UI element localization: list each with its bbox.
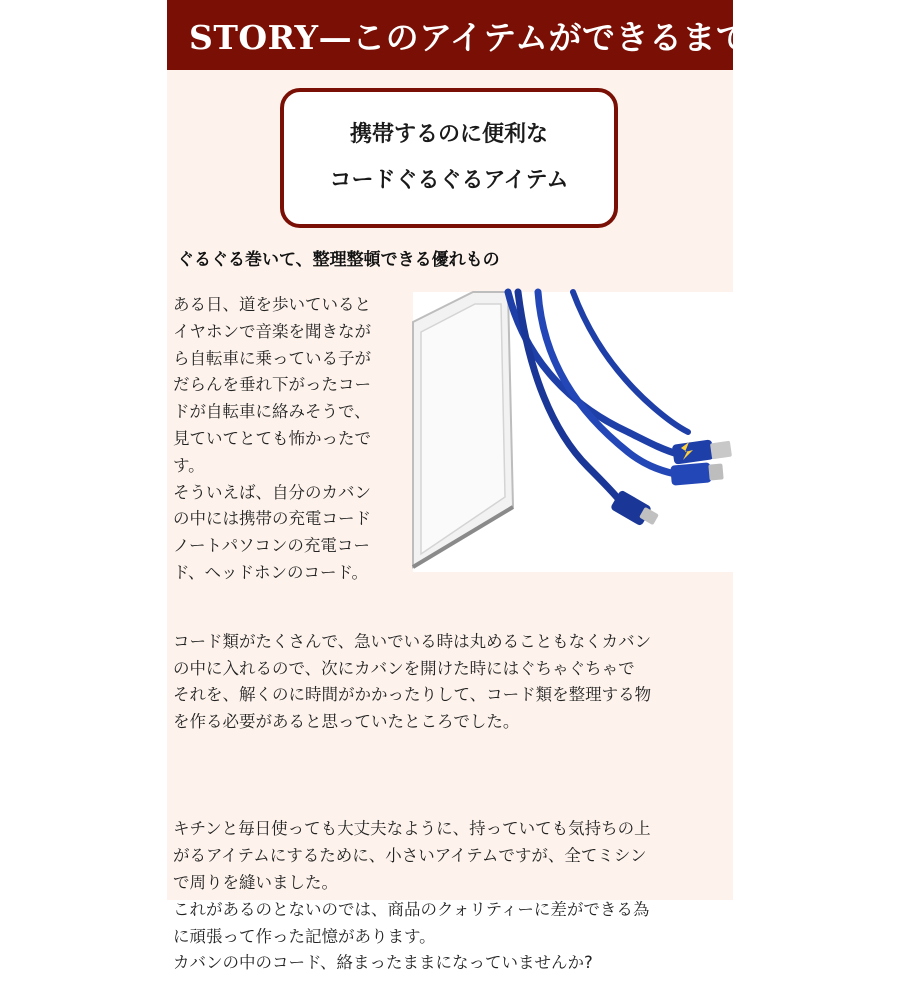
story-header	[167, 0, 750, 70]
intro-paragraph: ある日、道を歩いていると イヤホンで音楽を聞きなが ら自転車に乗っている子が だらんを垂れ下がったコー ドが自転車に絡みそうで、 見ていてとても怖かったで す。 そういえば、自分のカバン の中には携帯の充電コード ノートパソコンの充電コー ド、ヘッドホンのコード。	[173, 295, 371, 582]
section-subheading: ぐるぐる巻いて、整理整頓できる優れもの	[177, 250, 500, 270]
product-title-box	[280, 88, 618, 228]
product-title-line-1: 携帯するのに便利な	[349, 122, 548, 147]
cable-illustration	[413, 292, 733, 572]
paragraph-3: キチンと毎日使っても大丈夫なように、持っていても気持ちの上 がるアイテムにするために、小さいアイテムですが、全てミシン で周りを縫いました。 これがあるのとないのでは、商品のクォリティーに差ができる為 に頑張って作った記憶があります。 カバンの中のコード、絡まったままになっていませんか?	[173, 819, 651, 973]
cable-photo	[413, 292, 733, 572]
product-title-line-2: コードぐるぐるアイテム	[329, 168, 569, 193]
paragraph-2: コード類がたくさんで、急いでいる時は丸めることもなくカバン の中に入れるので、次にカバンを開けた時にはぐちゃぐちゃで それを、解くのに時間がかかったりして、コード類を整理する物 を作る必要があると思っていたところでした。	[173, 631, 652, 732]
story-panel	[167, 0, 750, 973]
body-paragraphs	[173, 602, 729, 1004]
header-title: STORY—このアイテムができるまで	[189, 17, 750, 57]
paragraph-spacer	[173, 763, 729, 790]
